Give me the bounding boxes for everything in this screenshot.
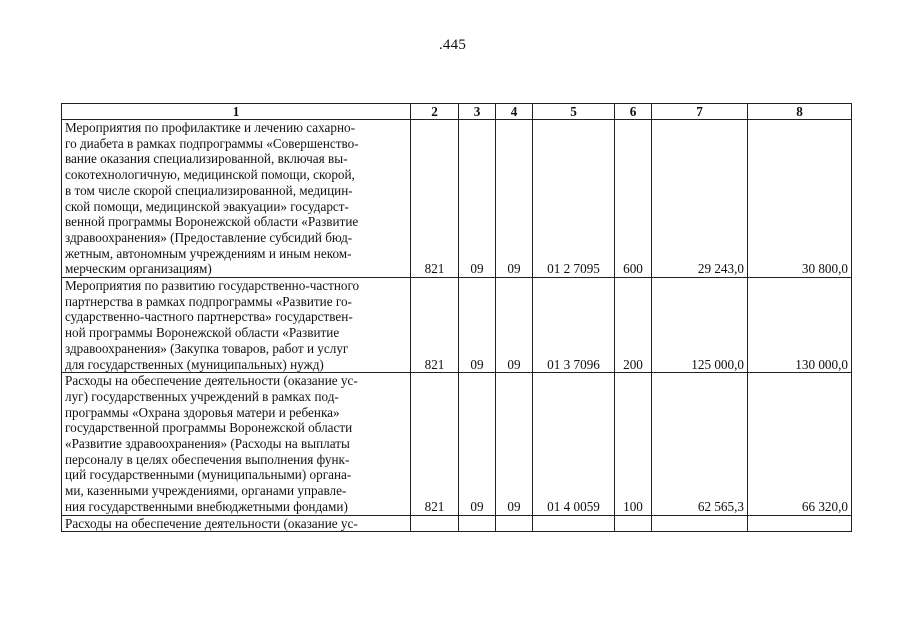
- description-line: сокотехнологичную, медицинской помощи, скорой,: [65, 167, 355, 183]
- page-number: .445: [438, 37, 467, 53]
- description-line: венной программы Воронежской области «Развитие: [65, 214, 359, 230]
- row-col-5: [533, 515, 615, 532]
- row-col-8: [748, 515, 852, 532]
- row-col-3: 09: [459, 278, 496, 373]
- description-line: вание оказания специализированной, включая вы-: [65, 151, 348, 167]
- row-description: [62, 373, 411, 515]
- header-col-7: 7: [652, 104, 748, 120]
- row-col-8: 130 000,0: [748, 278, 852, 373]
- row-description: [62, 120, 411, 278]
- header-col-6: 6: [615, 104, 652, 120]
- description-line: го диабета в рамках подпрограммы «Совершенство-: [65, 135, 359, 151]
- row-col-6: [615, 515, 652, 532]
- row-col-7: 62 565,3: [652, 373, 748, 515]
- description-line: мерческим организациям): [65, 261, 212, 277]
- row-col-2: 821: [411, 373, 459, 515]
- description-line: Мероприятия по профилактике и лечению сахарно-: [65, 120, 356, 135]
- description-line: партнерства в рамках подпрограммы «Развитие го-: [65, 293, 352, 309]
- row-col-2: [411, 515, 459, 532]
- row-col-7: 29 243,0: [652, 120, 748, 278]
- row-col-8: 66 320,0: [748, 373, 852, 515]
- row-col-4: 09: [496, 373, 533, 515]
- description-line: Мероприятия по развитию государственно-частного: [65, 278, 360, 294]
- table-row: [62, 120, 852, 278]
- description-line: ми, казенными учреждениями, органами управле-: [65, 483, 347, 499]
- row-col-6: 600: [615, 120, 652, 278]
- description-line: персоналу в целях обеспечения выполнения функ-: [65, 451, 350, 467]
- description-line: государственной программы Воронежской области: [65, 420, 353, 436]
- row-col-3: [459, 515, 496, 532]
- row-col-6: 200: [615, 278, 652, 373]
- header-col-4: 4: [496, 104, 533, 120]
- row-description: [62, 515, 411, 532]
- row-col-2: 821: [411, 278, 459, 373]
- row-col-3: 09: [459, 120, 496, 278]
- description-line: для государственных (муниципальных) нужд): [65, 356, 324, 372]
- description-line: ния государственными внебюджетными фондами): [65, 498, 348, 514]
- header-col-1: 1: [62, 104, 411, 120]
- table-row: [62, 373, 852, 515]
- description-line: жетным, автономным учреждениям и иным неком-: [65, 245, 352, 261]
- description-line: здравоохранения» (Закупка товаров, работ и услуг: [65, 340, 349, 356]
- header-col-2: 2: [411, 104, 459, 120]
- row-col-6: 100: [615, 373, 652, 515]
- table-row: [62, 278, 852, 373]
- header-row: [62, 104, 852, 120]
- description-line: луг) государственных учреждений в рамках под-: [65, 388, 339, 404]
- description-line: ной программы Воронежской области «Развитие: [65, 325, 340, 341]
- description-line: «Развитие здравоохранения» (Расходы на выплаты: [65, 436, 350, 452]
- description-line: Расходы на обеспечение деятельности (оказание ус-: [65, 515, 358, 531]
- row-col-5: 01 3 7096: [533, 278, 615, 373]
- row-description: [62, 278, 411, 373]
- row-col-7: [652, 515, 748, 532]
- row-col-4: 09: [496, 278, 533, 373]
- row-col-4: 09: [496, 120, 533, 278]
- description-line: программы «Охрана здоровья матери и ребенка»: [65, 404, 340, 420]
- row-col-5: 01 2 7095: [533, 120, 615, 278]
- description-line: сударственно-частного партнерства» государствен-: [65, 309, 353, 325]
- row-col-4: [496, 515, 533, 532]
- description-line: ской помощи, медицинской эвакуации» государст-: [65, 198, 349, 214]
- budget-table: [61, 103, 852, 532]
- table-body: [62, 120, 852, 532]
- description-line: в том числе скорой специализированной, медицин-: [65, 182, 353, 198]
- description-line: здравоохранения» (Предоставление субсидий бюд-: [65, 229, 353, 245]
- table-row: [62, 515, 852, 532]
- header-col-8: 8: [748, 104, 852, 120]
- row-col-5: 01 4 0059: [533, 373, 615, 515]
- header-col-3: 3: [459, 104, 496, 120]
- description-line: ций государственными (муниципальными) органа-: [65, 467, 352, 483]
- row-col-8: 30 800,0: [748, 120, 852, 278]
- header-col-5: 5: [533, 104, 615, 120]
- row-col-3: 09: [459, 373, 496, 515]
- row-col-7: 125 000,0: [652, 278, 748, 373]
- row-col-2: 821: [411, 120, 459, 278]
- description-line: Расходы на обеспечение деятельности (оказание ус-: [65, 373, 358, 389]
